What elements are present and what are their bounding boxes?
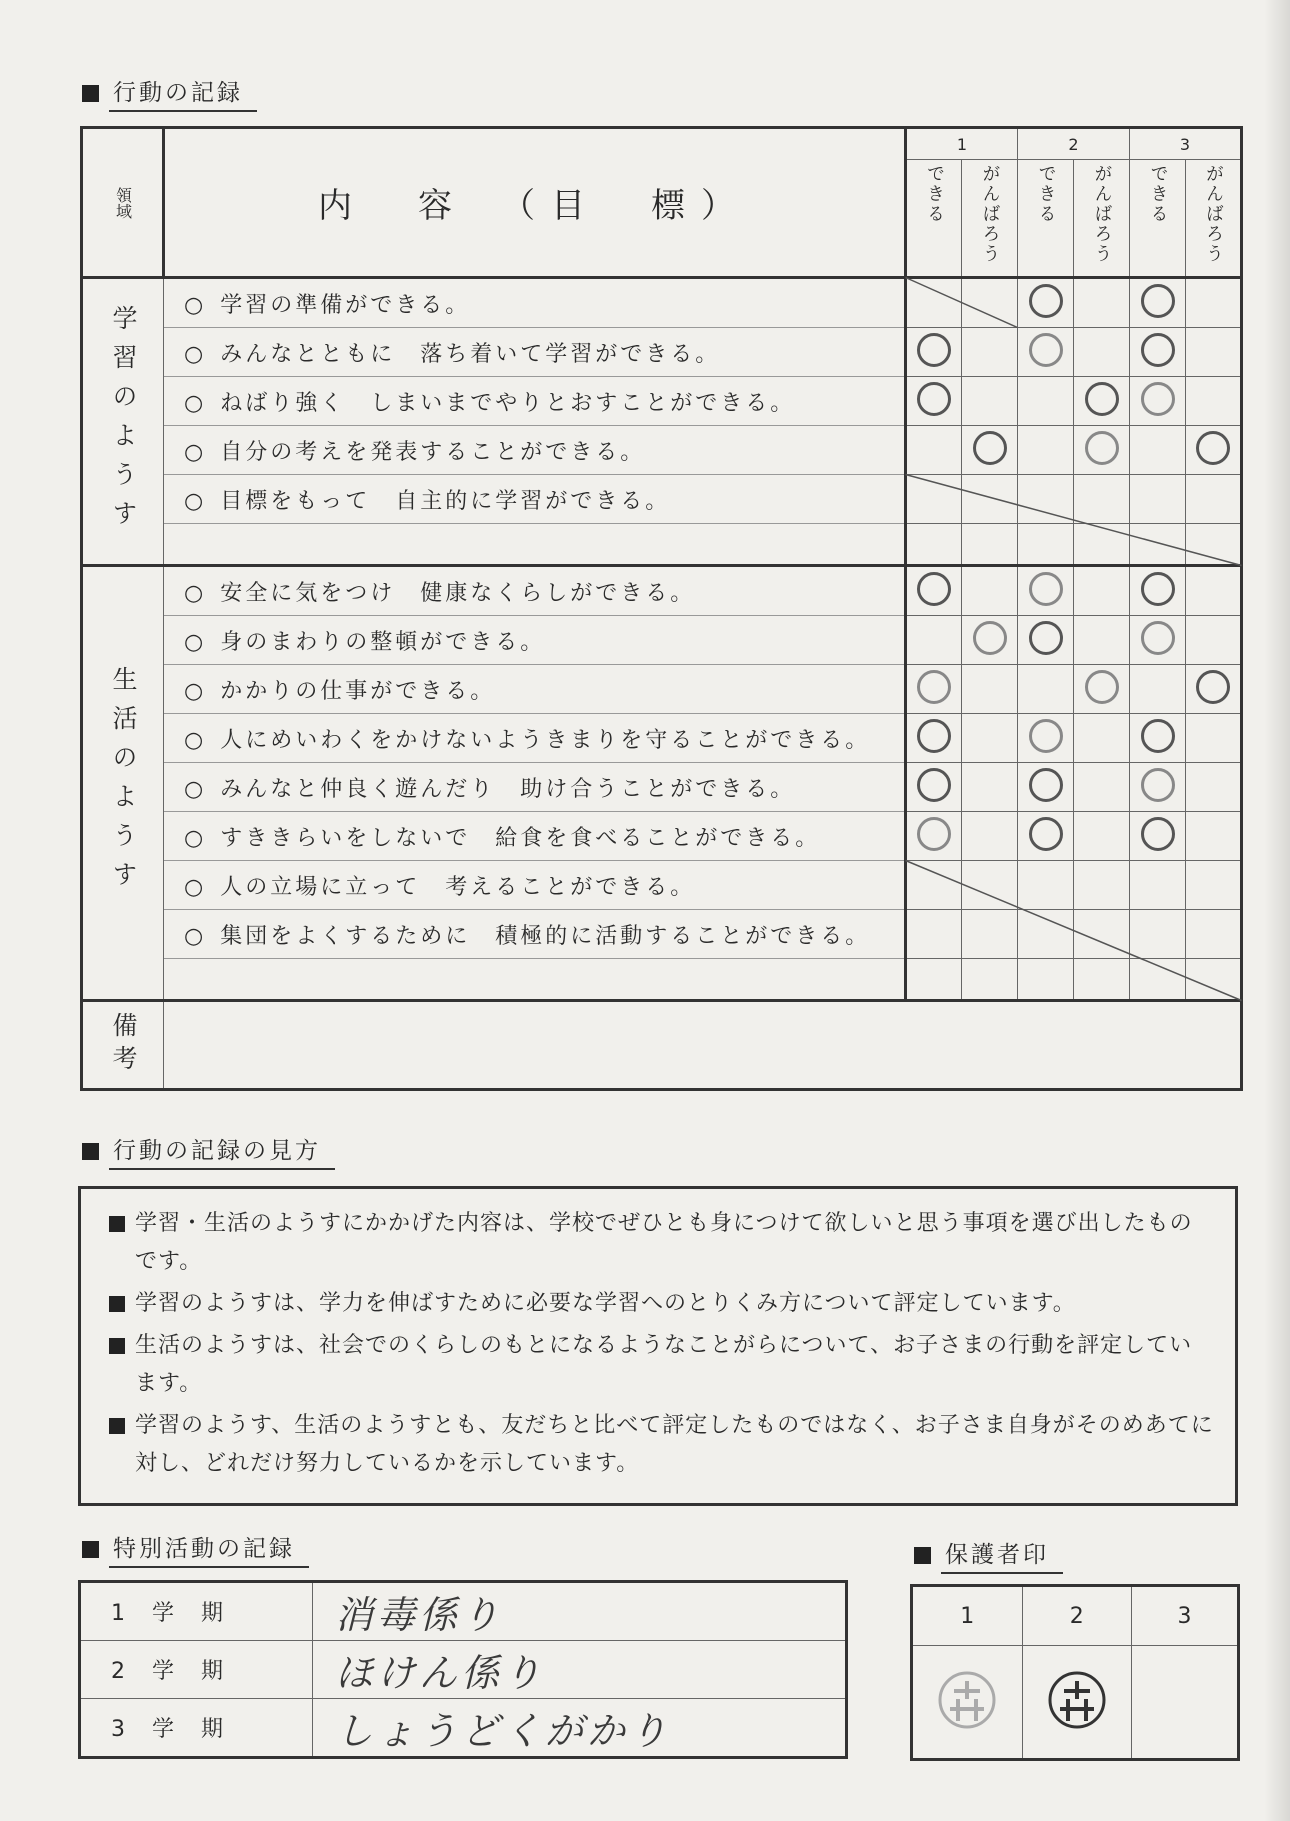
rating-circle-icon: [1085, 431, 1119, 465]
area-header-cell: [82, 128, 164, 278]
goal-item: [164, 861, 906, 910]
rating-cell: [1074, 426, 1130, 475]
rating-circle-icon: [1141, 621, 1175, 655]
goal-text: みんなと仲良く遊んだり 助け合うことができる。: [220, 776, 796, 802]
rating-circle-icon: [917, 768, 951, 802]
rating-circle-icon: [1029, 768, 1063, 802]
col-can: できる: [1147, 164, 1169, 224]
goal-item: [164, 426, 906, 475]
note-text: 学習のようすは、学力を伸ばすために必要な学習へのとりくみ方について評定しています。: [135, 1291, 1076, 1316]
rating-cell: [1074, 959, 1130, 1001]
rating-cell: [906, 861, 962, 910]
remarks-field: [164, 1001, 1242, 1090]
rating-cell: [1186, 278, 1242, 328]
rating-cell: [962, 278, 1018, 328]
rating-cell: [1130, 861, 1186, 910]
rating-cell: [1130, 910, 1186, 959]
rating-cell: [1186, 763, 1242, 812]
seal-term: 1: [912, 1586, 1023, 1646]
goal-item: [164, 566, 906, 616]
rating-circle-icon: [1141, 333, 1175, 367]
bullet-circle-icon: ○: [184, 580, 207, 606]
rating-circle-icon: [1029, 719, 1063, 753]
table-row: [82, 566, 1242, 616]
term-label: 1 学 期: [80, 1582, 313, 1641]
square-bullet-icon: [109, 1216, 125, 1232]
goal-item: [164, 665, 906, 714]
rating-cell: [906, 665, 962, 714]
rating-cell: [1186, 566, 1242, 616]
term-label: 3 学 期: [80, 1699, 313, 1758]
goal-item: [164, 763, 906, 812]
rating-cell: [1074, 910, 1130, 959]
rating-circle-icon: [917, 670, 951, 704]
rating-circle-icon: [917, 719, 951, 753]
rating-circle-icon: [1029, 621, 1063, 655]
rating-circle-icon: [973, 621, 1007, 655]
rating-cell: [1074, 278, 1130, 328]
goal-text: 身のまわりの整頓ができる。: [220, 629, 546, 655]
area-label: 生活のようす: [109, 666, 138, 900]
rating-circle-icon: [1029, 817, 1063, 851]
rating-cell: [1018, 475, 1074, 524]
note-item: [109, 1407, 1215, 1483]
rating-circle-icon: [1085, 382, 1119, 416]
goal-text: ねばり強く しまいまでやりとおすことができる。: [220, 390, 796, 416]
rating-cell: [1018, 616, 1074, 665]
rating-cell: [1018, 328, 1074, 377]
rating-cell: [962, 426, 1018, 475]
rating-cell: [906, 959, 962, 1001]
seal-cell-1: [912, 1646, 1023, 1760]
remarks-label-cell: [82, 1001, 164, 1090]
rating-cell: [1130, 959, 1186, 1001]
rating-cell: [1074, 665, 1130, 714]
table-row: [82, 861, 1242, 910]
goal-text: 学習の準備ができる。: [220, 292, 471, 318]
rating-cell: [1074, 812, 1130, 861]
handwritten-entry: しょうどくがかり: [313, 1699, 847, 1758]
rating-circle-icon: [917, 817, 951, 851]
rating-cell: [1074, 524, 1130, 566]
goal-item: [164, 910, 906, 959]
rating-cell: [962, 377, 1018, 426]
rating-circle-icon: [973, 431, 1007, 465]
rating-circle-icon: [1029, 572, 1063, 606]
section-guardian-seal: [914, 1536, 1063, 1574]
goal-item: [164, 812, 906, 861]
rating-cell: [1186, 959, 1242, 1001]
term-label: 2 学 期: [80, 1641, 313, 1699]
area-label-cell: [82, 278, 164, 566]
special-activities-table: [78, 1580, 848, 1759]
rating-cell: [1186, 524, 1242, 566]
seal-term: 3: [1132, 1586, 1239, 1646]
rating-cell: [1130, 278, 1186, 328]
goal-text: 自分の考えを発表することができる。: [220, 439, 646, 465]
rating-circle-icon: [1141, 284, 1175, 318]
square-bullet-icon: [109, 1418, 125, 1434]
note-item: [109, 1285, 1215, 1323]
note-text: 学習のようす、生活のようすとも、友だちと比べて評定したものではなく、お子さま自身がそのめあてに対し、どれだけ努力しているかを示しています。: [135, 1413, 1214, 1476]
rating-cell: [906, 910, 962, 959]
col-try: がんばろう: [1091, 164, 1113, 264]
rating-cell: [1074, 328, 1130, 377]
note-item: [109, 1327, 1215, 1403]
rating-cell: [1074, 475, 1130, 524]
behavior-table: [80, 126, 1243, 1091]
rating-cell: [1130, 616, 1186, 665]
bullet-circle-icon: ○: [184, 776, 207, 802]
rating-circle-icon: [1141, 572, 1175, 606]
rating-cell: [1018, 861, 1074, 910]
table-row: [82, 278, 1242, 328]
rating-cell: [1186, 426, 1242, 475]
square-bullet-icon: [109, 1296, 125, 1312]
rating-cell: [906, 475, 962, 524]
rating-cell: [906, 278, 962, 328]
table-row: [82, 910, 1242, 959]
rating-cell: [1018, 812, 1074, 861]
section-behavior-record: [82, 74, 257, 112]
rating-cell: [962, 566, 1018, 616]
notes-box: [78, 1186, 1238, 1506]
goal-text: みんなとともに 落ち着いて学習ができる。: [220, 341, 721, 367]
note-text: 学習・生活のようすにかかげた内容は、学校でぜひとも身につけて欲しいと思う事項を選び出したものです。: [135, 1211, 1193, 1274]
section-how-to-read: [82, 1132, 335, 1170]
goal-item: [164, 475, 906, 524]
table-row: [80, 1582, 847, 1641]
rating-cell: [906, 616, 962, 665]
rating-cell: [1186, 861, 1242, 910]
rating-cell: [1018, 959, 1074, 1001]
bullet-circle-icon: ○: [184, 678, 207, 704]
content-header: 内 容 （目 標）: [164, 128, 906, 278]
col-can: できる: [1035, 164, 1057, 224]
rating-cell: [1130, 426, 1186, 475]
blank-item: [164, 524, 906, 566]
bullet-circle-icon: ○: [184, 874, 207, 900]
goal-text: 集団をよくするために 積極的に活動することができる。: [220, 923, 871, 949]
rating-cell: [906, 524, 962, 566]
term-3-header: 3: [1130, 128, 1242, 160]
rating-cell: [962, 714, 1018, 763]
blank-row: [82, 959, 1242, 1001]
rating-cell: [1186, 328, 1242, 377]
rating-cell: [962, 665, 1018, 714]
goal-text: すききらいをしないで 給食を食べることができる。: [220, 825, 821, 851]
rating-circle-icon: [1029, 333, 1063, 367]
rating-cell: [1130, 328, 1186, 377]
blank-row: [82, 524, 1242, 566]
rating-circle-icon: [917, 572, 951, 606]
bullet-circle-icon: ○: [184, 390, 207, 416]
rating-cell: [1130, 377, 1186, 426]
rating-cell: [1186, 665, 1242, 714]
rating-cell: [1018, 278, 1074, 328]
bullet-circle-icon: ○: [184, 488, 207, 514]
rating-circle-icon: [917, 382, 951, 416]
rating-cell: [1018, 665, 1074, 714]
rating-cell: [962, 616, 1018, 665]
rating-cell: [962, 328, 1018, 377]
rating-cell: [1186, 616, 1242, 665]
rating-cell: [1186, 910, 1242, 959]
table-row: [82, 763, 1242, 812]
square-bullet-icon: [82, 1143, 99, 1160]
goal-item: [164, 278, 906, 328]
rating-cell: [1018, 524, 1074, 566]
rating-cell: [1130, 665, 1186, 714]
seal-stamp-icon: [936, 1669, 998, 1731]
rating-cell: [1074, 861, 1130, 910]
rating-cell: [906, 763, 962, 812]
rating-cell: [962, 861, 1018, 910]
rating-cell: [1186, 714, 1242, 763]
goal-item: [164, 377, 906, 426]
square-bullet-icon: [109, 1338, 125, 1354]
square-bullet-icon: [82, 1541, 99, 1558]
rating-cell: [1186, 475, 1242, 524]
goal-item: [164, 328, 906, 377]
area-label-cell: [82, 566, 164, 1001]
bullet-circle-icon: ○: [184, 629, 207, 655]
bullet-circle-icon: ○: [184, 727, 207, 753]
rating-cell: [1130, 566, 1186, 616]
paper-edge-shadow: [1264, 0, 1290, 1821]
table-row: [82, 475, 1242, 524]
section-title: 保護者印: [941, 1536, 1063, 1574]
rating-cell: [1130, 763, 1186, 812]
rating-cell: [1130, 524, 1186, 566]
table-row: [82, 616, 1242, 665]
square-bullet-icon: [914, 1547, 931, 1564]
col-try: がんばろう: [1203, 164, 1224, 264]
rating-cell: [1018, 910, 1074, 959]
rating-circle-icon: [1085, 670, 1119, 704]
remarks-label: 備考: [109, 1012, 138, 1078]
rating-circle-icon: [1141, 719, 1175, 753]
seal-stamp-icon: [1046, 1669, 1108, 1731]
area-header: 領域: [113, 186, 133, 219]
rating-cell: [906, 328, 962, 377]
table-row: [82, 714, 1242, 763]
bullet-circle-icon: ○: [184, 292, 207, 318]
guardian-seal-table: [910, 1584, 1240, 1761]
rating-cell: [1074, 616, 1130, 665]
rating-circle-icon: [1141, 817, 1175, 851]
rating-cell: [1018, 426, 1074, 475]
rating-cell: [962, 763, 1018, 812]
goal-item: [164, 616, 906, 665]
rating-cell: [962, 475, 1018, 524]
blank-item: [164, 959, 906, 1001]
rating-cell: [1074, 566, 1130, 616]
rating-cell: [962, 524, 1018, 566]
rating-cell: [906, 426, 962, 475]
rating-cell: [1130, 714, 1186, 763]
table-row: [80, 1641, 847, 1699]
area-label: 学習のようす: [109, 304, 138, 539]
rating-circle-icon: [917, 333, 951, 367]
rating-cell: [906, 812, 962, 861]
rating-cell: [1130, 475, 1186, 524]
rating-cell: [962, 959, 1018, 1001]
rating-cell: [1018, 377, 1074, 426]
rating-cell: [1130, 812, 1186, 861]
table-row: [82, 377, 1242, 426]
goal-text: 人の立場に立って 考えることができる。: [220, 874, 696, 900]
section-title: 行動の記録の見方: [109, 1132, 335, 1170]
goal-item: [164, 714, 906, 763]
seal-cell-3: [1132, 1646, 1239, 1760]
handwritten-entry: 消毒係り: [313, 1582, 847, 1641]
goal-text: 人にめいわくをかけないようきまりを守ることができる。: [220, 727, 871, 753]
note-item: [109, 1205, 1215, 1281]
term-1-header: 1: [906, 128, 1018, 160]
bullet-circle-icon: ○: [184, 923, 207, 949]
goal-text: 目標をもって 自主的に学習ができる。: [220, 488, 671, 514]
seal-cell-2: [1022, 1646, 1132, 1760]
rating-cell: [962, 812, 1018, 861]
rating-cell: [1018, 566, 1074, 616]
rating-circle-icon: [1196, 670, 1230, 704]
rating-cell: [1018, 763, 1074, 812]
rating-cell: [1074, 714, 1130, 763]
rating-circle-icon: [1029, 284, 1063, 318]
square-bullet-icon: [82, 85, 99, 102]
bullet-circle-icon: ○: [184, 341, 207, 367]
goal-text: 安全に気をつけ 健康なくらしができる。: [220, 580, 696, 606]
handwritten-entry: ほけん係り: [313, 1641, 847, 1699]
rating-cell: [962, 910, 1018, 959]
table-row: [82, 665, 1242, 714]
rating-cell: [1018, 714, 1074, 763]
rating-circle-icon: [1141, 382, 1175, 416]
note-text: 生活のようすは、社会でのくらしのもとになるようなことがらについて、お子さまの行動を評定しています。: [135, 1333, 1193, 1396]
section-title: 特別活動の記録: [109, 1530, 309, 1568]
bullet-circle-icon: ○: [184, 825, 207, 851]
goal-text: かかりの仕事ができる。: [220, 678, 496, 704]
term-2-header: 2: [1018, 128, 1130, 160]
table-row: [82, 328, 1242, 377]
col-try: がんばろう: [979, 164, 1001, 264]
rating-cell: [906, 377, 962, 426]
rating-cell: [1186, 377, 1242, 426]
rating-cell: [906, 566, 962, 616]
col-can: できる: [924, 164, 945, 224]
bullet-circle-icon: ○: [184, 439, 207, 465]
section-special-activities: [82, 1530, 309, 1568]
rating-circle-icon: [1141, 768, 1175, 802]
rating-circle-icon: [1196, 431, 1230, 465]
table-row: [82, 426, 1242, 475]
rating-cell: [1074, 377, 1130, 426]
table-row: [82, 812, 1242, 861]
rating-cell: [1186, 812, 1242, 861]
table-row: [80, 1699, 847, 1758]
rating-cell: [1074, 763, 1130, 812]
rating-cell: [906, 714, 962, 763]
seal-term: 2: [1022, 1586, 1132, 1646]
section-title: 行動の記録: [109, 74, 257, 112]
